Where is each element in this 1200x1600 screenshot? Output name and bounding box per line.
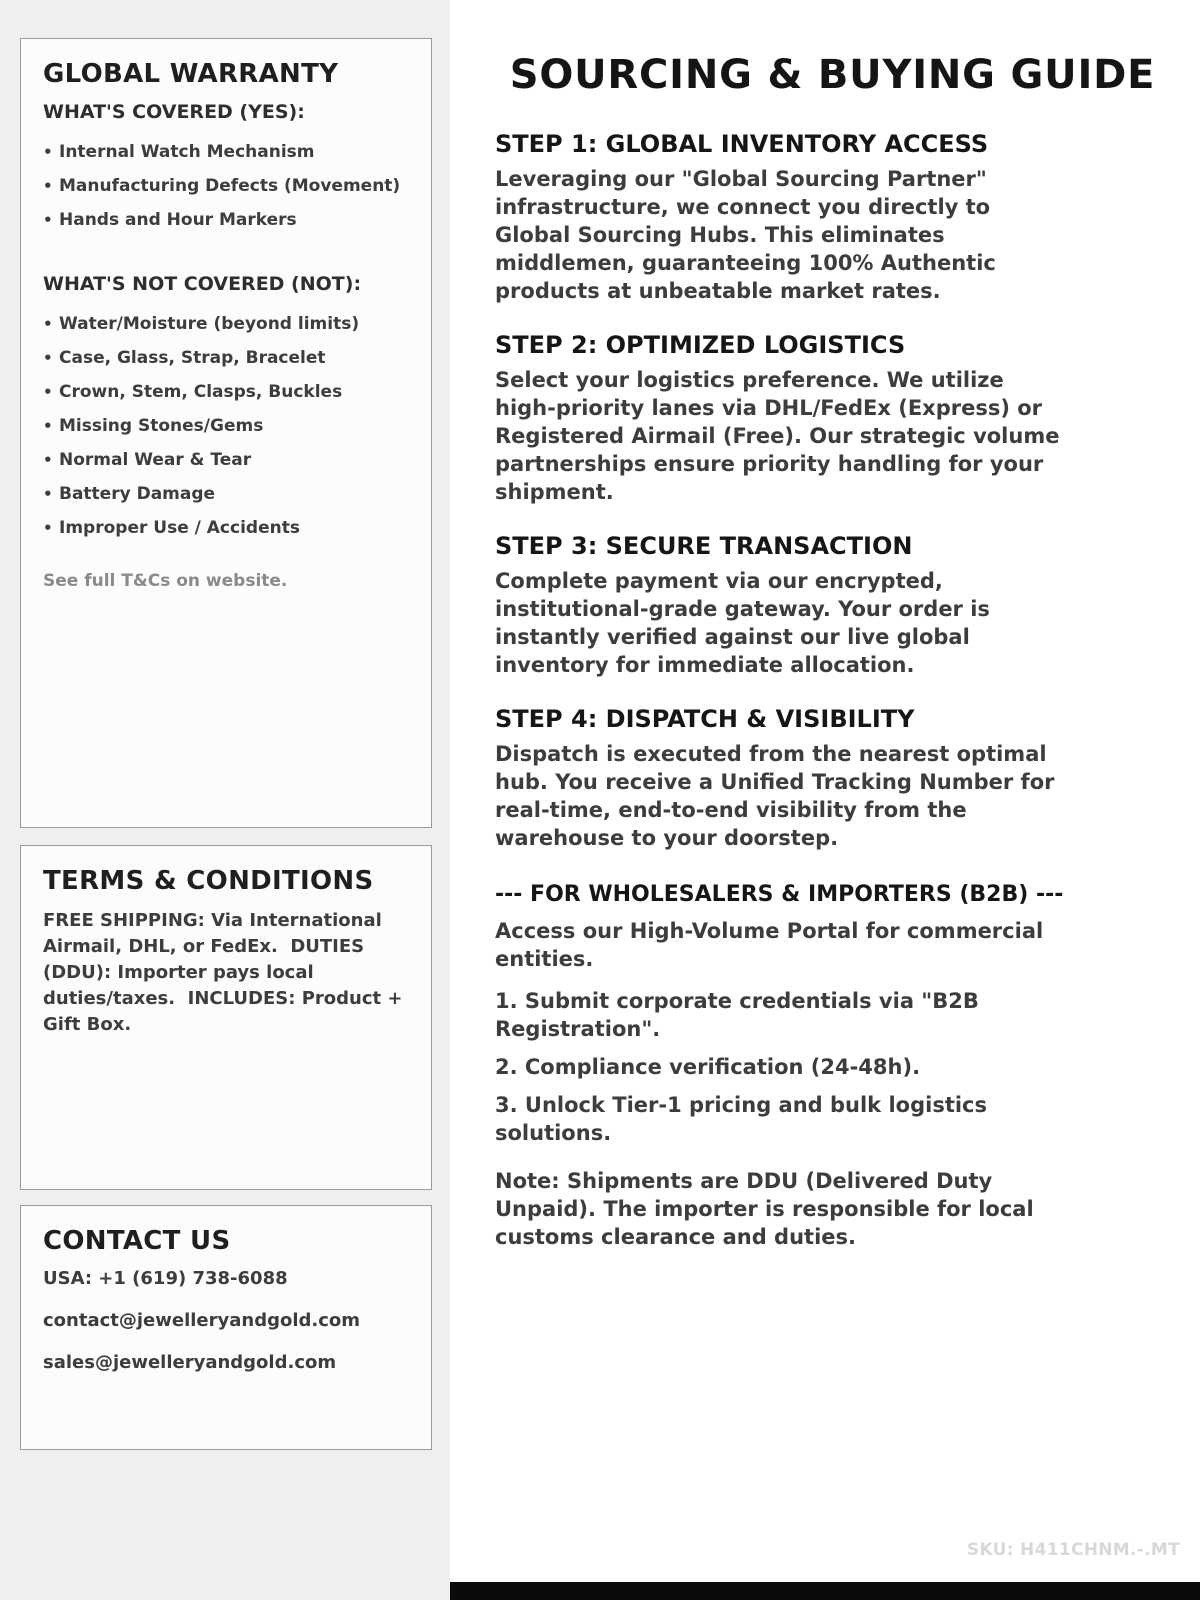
covered-item: • Internal Watch Mechanism xyxy=(43,135,409,169)
step-1-body: Leveraging our "Global Sourcing Partner" infrastructure, we connect you directly to Global Sourcing Hubs. This eliminates middlemen, guaranteeing 100% Authentic products at unbeatable market rates. xyxy=(495,167,996,303)
not-covered-item: • Normal Wear & Tear xyxy=(43,443,409,477)
footer-bar xyxy=(450,1582,1200,1600)
contact-title: CONTACT US xyxy=(43,1226,231,1256)
sku-label: SKU: H411CHNM.-.MT xyxy=(966,1540,1180,1560)
not-covered-item: • Battery Damage xyxy=(43,477,409,511)
step-section-3 xyxy=(495,532,1070,679)
terms-panel xyxy=(20,845,432,1190)
b2b-heading: --- FOR WHOLESALERS & IMPORTERS (B2B) --- xyxy=(495,882,1064,907)
not-covered-item: • Water/Moisture (beyond limits) xyxy=(43,307,409,341)
not-covered-item: • Crown, Stem, Clasps, Buckles xyxy=(43,375,409,409)
main-content xyxy=(450,0,1200,1600)
b2b-item-1: 1. Submit corporate credentials via "B2B Registration". xyxy=(495,989,979,1041)
step-2-body: Select your logistics preference. We utilize high-priority lanes via DHL/FedEx (Express) or Registered Airmail (Free). Our strategic volume partnerships ensure priority handling for your shipment. xyxy=(495,368,1060,504)
b2b-section xyxy=(495,882,1080,1251)
global-warranty-panel xyxy=(20,38,432,828)
not-covered-list xyxy=(43,307,409,545)
covered-item: • Hands and Hour Markers xyxy=(43,203,409,237)
not-covered-heading: WHAT'S NOT COVERED (NOT): xyxy=(43,273,362,295)
terms-body: FREE SHIPPING: Via International Airmail, DHL, or FedEx. DUTIES (DDU): Importer pays local duties/taxes. INCLUDES: Product + Gift Box. xyxy=(43,910,409,1035)
step-2-heading: STEP 2: OPTIMIZED LOGISTICS xyxy=(495,331,906,359)
step-4-heading: STEP 4: DISPATCH & VISIBILITY xyxy=(495,705,915,733)
step-3-heading: STEP 3: SECURE TRANSACTION xyxy=(495,532,913,560)
not-covered-item: • Missing Stones/Gems xyxy=(43,409,409,443)
b2b-item-3: 3. Unlock Tier-1 pricing and bulk logistics solutions. xyxy=(495,1093,988,1145)
contact-email-primary: contact@jewelleryandgold.com xyxy=(43,1310,361,1331)
warranty-footnote: See full T&Cs on website. xyxy=(43,571,288,591)
b2b-item-2: 2. Compliance verification (24-48h). xyxy=(495,1055,921,1079)
covered-heading: WHAT'S COVERED (YES): xyxy=(43,101,305,123)
contact-phone: USA: +1 (619) 738-6088 xyxy=(43,1268,288,1289)
step-section-1 xyxy=(495,130,1070,305)
warranty-title: GLOBAL WARRANTY xyxy=(43,59,339,89)
b2b-intro: Access our High-Volume Portal for commercial entities. xyxy=(495,919,1044,971)
not-covered-item: • Case, Glass, Strap, Bracelet xyxy=(43,341,409,375)
step-section-4 xyxy=(495,705,1070,852)
not-covered-item: • Improper Use / Accidents xyxy=(43,511,409,545)
covered-list xyxy=(43,135,409,237)
contact-panel xyxy=(20,1205,432,1450)
contact-email-sales: sales@jewelleryandgold.com xyxy=(43,1352,337,1373)
page-title: SOURCING & BUYING GUIDE xyxy=(509,52,1156,98)
step-4-body: Dispatch is executed from the nearest optimal hub. You receive a Unified Tracking Number for real-time, end-to-end visibility from the warehouse to your doorstep. xyxy=(495,742,1055,850)
covered-item: • Manufacturing Defects (Movement) xyxy=(43,169,409,203)
step-section-2 xyxy=(495,331,1070,506)
b2b-note: Note: Shipments are DDU (Delivered Duty Unpaid). The importer is responsible for local customs clearance and duties. xyxy=(495,1169,1034,1249)
sidebar xyxy=(0,0,450,1600)
step-1-heading: STEP 1: GLOBAL INVENTORY ACCESS xyxy=(495,130,989,158)
terms-title: TERMS & CONDITIONS xyxy=(43,866,374,896)
step-3-body: Complete payment via our encrypted, institutional-grade gateway. Your order is instantly verified against our live global inventory for immediate allocation. xyxy=(495,569,990,677)
